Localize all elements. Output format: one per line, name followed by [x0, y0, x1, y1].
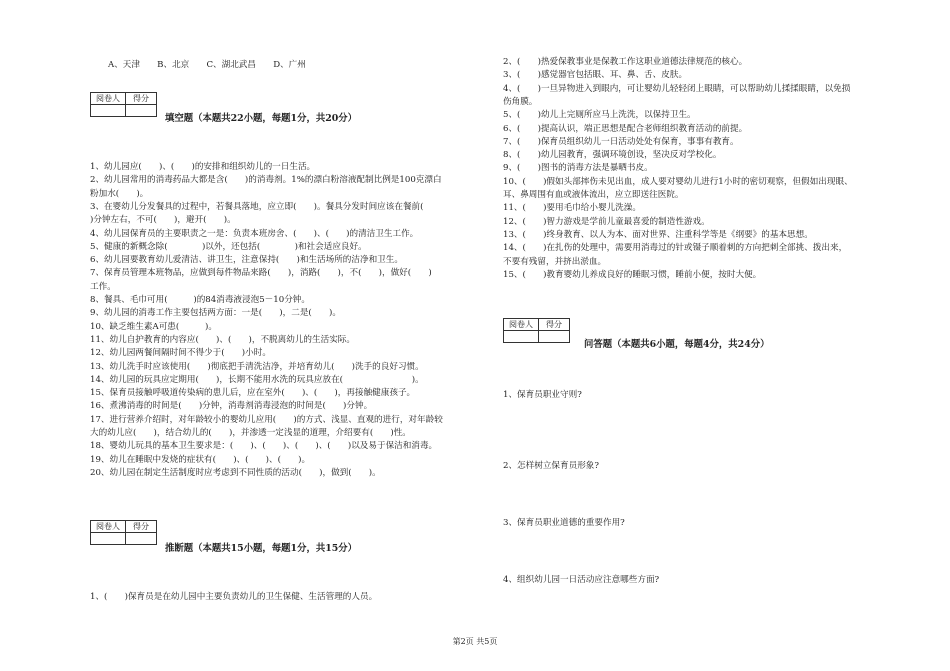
score-box-fill [90, 92, 157, 117]
score-box-judge [90, 520, 157, 545]
score-cell[interactable] [126, 533, 157, 545]
fill-section-title: 填空题（本题共22小题，每题1分，共20分） [165, 113, 357, 124]
judge-question-line: 5、( )幼儿上完厕所应马上洗洗，以保持卫生。 [503, 110, 696, 121]
fill-question-line: 13、幼儿洗手时应该使用( )彻底把手清洗洁净，并培育幼儿( )洗手的良好习惯。 [90, 361, 424, 372]
score-cell[interactable] [126, 105, 157, 117]
qa-question-4: 4、组织幼儿园一日活动应注意哪些方面? [503, 575, 660, 585]
fill-question-line: 4、幼儿园保育员的主要职责之一是：负责本班房舍、( )、( )的清洁卫生工作。 [90, 228, 419, 239]
reviewer-cell[interactable] [504, 331, 539, 343]
judge-section-title: 推断题（本题共15小题，每题1分，共15分） [165, 543, 357, 554]
score-label: 得分 [539, 319, 570, 331]
fill-question-line: 工作。 [90, 281, 116, 292]
judge-question-line: 14、( )在扎伤的处理中，需要用消毒过的针或镊子顺着刺的方向把刺全部挑、拨出来， [503, 243, 848, 254]
reviewer-label: 阅卷人 [91, 93, 126, 105]
judge-question-line: 11、( )要用毛巾给小婴儿洗澡。 [503, 203, 641, 214]
top-options: A、天津 B、北京 C、湖北武昌 D、广州 [108, 60, 306, 70]
judge-question-line: 6、( )提高认识，端正思想是配合老师组织教育活动的前提。 [503, 123, 748, 134]
judge-question-line: 12、( )智力游戏是学前儿童最喜爱的制造性游戏。 [503, 216, 710, 227]
fill-question-line: 12、幼儿园两餐间隔时间不得少于( )小时。 [90, 348, 271, 359]
score-box-qa [503, 318, 570, 343]
fill-question-line: 6、幼儿园要教育幼儿爱清洁、讲卫生，注意保持( )和生活场所的洁净和卫生。 [90, 255, 403, 266]
fill-question-line: 2、幼儿园常用的消毒药品大都是含( )的消毒剂。1%的漂白粉溶液配制比例是100克漂白 [90, 175, 442, 186]
reviewer-cell[interactable] [91, 105, 126, 117]
fill-question-line: 14、幼儿园的玩具应定期用( )，长期不能用水洗的玩具应放在( )。 [90, 374, 424, 385]
fill-question-line: 粉加水( )。 [90, 188, 149, 199]
judge-question-line: 4、( )一旦异物进入到眼内，可让婴幼儿轻轻闭上眼睛，可以帮助幼儿揉揉眼睛，以免损 [503, 83, 851, 94]
judge-question-line: 15、( )教育婴幼儿养成良好的睡眠习惯，睡前小便，按时大便。 [503, 269, 762, 280]
qa-question-3: 3、保育员职业道德的重要作用? [503, 518, 625, 528]
fill-question-line: 9、幼儿园的消毒工作主要包括两方面：一是( )，二是( )。 [90, 308, 341, 319]
judge-question-line: 不要有残留，并挤出淤血。 [503, 256, 607, 267]
judge-question-line: 2、( )热爱保教事业是保教工作这职业道德法律规范的核心。 [503, 57, 748, 67]
judge-question-line: 8、( )幼儿园教育，强调环境创设，坚决反对学校化。 [503, 150, 722, 161]
fill-question-line: 20、幼儿园在制定生活制度时应考虑到不同性质的活动( )，做到( )。 [90, 467, 381, 478]
reviewer-label: 阅卷人 [91, 521, 126, 533]
fill-question-line: 15、保育员接触呼吸道传染病的患儿后，应在室外( )、( )，再接触健康孩子。 [90, 388, 416, 399]
judge-question-line: 7、( )保育员组织幼儿一日活动处处有保育，事事有教育。 [503, 136, 739, 147]
judge-question-line: 耳、鼻周围有血或液体流出，应立即送往医院。 [503, 190, 684, 200]
page-footer: 第2页 共5页 [452, 637, 498, 646]
fill-question-line: 18、婴幼儿玩具的基本卫生要求是：( )、( )、( )、( )以及易于保洁和消毒。 [90, 441, 438, 452]
score-cell[interactable] [539, 331, 570, 343]
fill-question-line: )分钟左右，不可( )，避开( )。 [90, 215, 236, 226]
judge-question-1: 1、( )保育员是在幼儿园中主要负责幼儿的卫生保健、生活管理的人员。 [90, 592, 378, 602]
judge-question-line: 13、( )终身教育、以人为本、面对世界、注重科学等是《纲要》的基本思想。 [503, 229, 813, 240]
fill-question-line: 1、幼儿园应( )、( )的安排和组织幼儿的一日生活。 [90, 162, 316, 172]
fill-question-line: 3、在婴幼儿分发餐具的过程中，若餐具落地，应立即( )。餐具分发时间应该在餐前( [90, 201, 441, 212]
judge-question-line: 9、( )图书的消毒方法是暴晒书皮。 [503, 163, 653, 174]
judge-question-line: 10、( )假如头部摔伤未见出血，成人要对婴幼儿进行1小时的密切观察，但假如出现眼、 [503, 176, 853, 187]
fill-question-line: 大的幼儿应( )，结合幼儿的( )，并渗透一定浅显的道理，介绍要有( )性。 [90, 428, 411, 438]
judge-question-line: 伤角膜。 [503, 96, 538, 107]
fill-question-line: 11、幼儿自护教育的内容应( )、( )，不脱离幼儿的生活实际。 [90, 334, 355, 345]
fill-question-line: 10、缺乏维生素A可患( )。 [90, 321, 217, 332]
reviewer-cell[interactable] [91, 533, 126, 545]
reviewer-label: 阅卷人 [504, 319, 539, 331]
fill-question-line: 19、幼儿在睡眠中发烧的症状有( )、( )、( )。 [90, 454, 311, 465]
score-label: 得分 [126, 521, 157, 533]
fill-question-line: 17、进行营养介绍时，对年龄较小的婴幼儿应用( )的方式、浅显、直观的进行，对年龄较 [90, 414, 443, 425]
fill-question-line: 16、煮沸消毒的时间是( )分钟，消毒剂消毒浸泡的时间是( )分钟。 [90, 401, 373, 412]
fill-question-line: 7、保育员管理本班物品，应做到每件物品来路( )，消路( )，不( )，做好( ) [90, 268, 432, 279]
fill-question-line: 5、健康的新概念除( )以外，还包括( )和社会适应良好。 [90, 241, 367, 252]
judge-question-line: 3、( )感觉器官包括眼、耳、鼻、舌、皮肤。 [503, 70, 688, 81]
qa-section-title: 问答题（本题共6小题，每题4分，共24分） [584, 339, 770, 350]
score-label: 得分 [126, 93, 157, 105]
qa-question-1: 1、保育员职业守则? [503, 390, 582, 400]
qa-question-2: 2、怎样树立保育员形象? [503, 461, 600, 471]
fill-question-line: 8、餐具、毛巾可用( )的84消毒液浸泡5－10分钟。 [90, 295, 310, 305]
